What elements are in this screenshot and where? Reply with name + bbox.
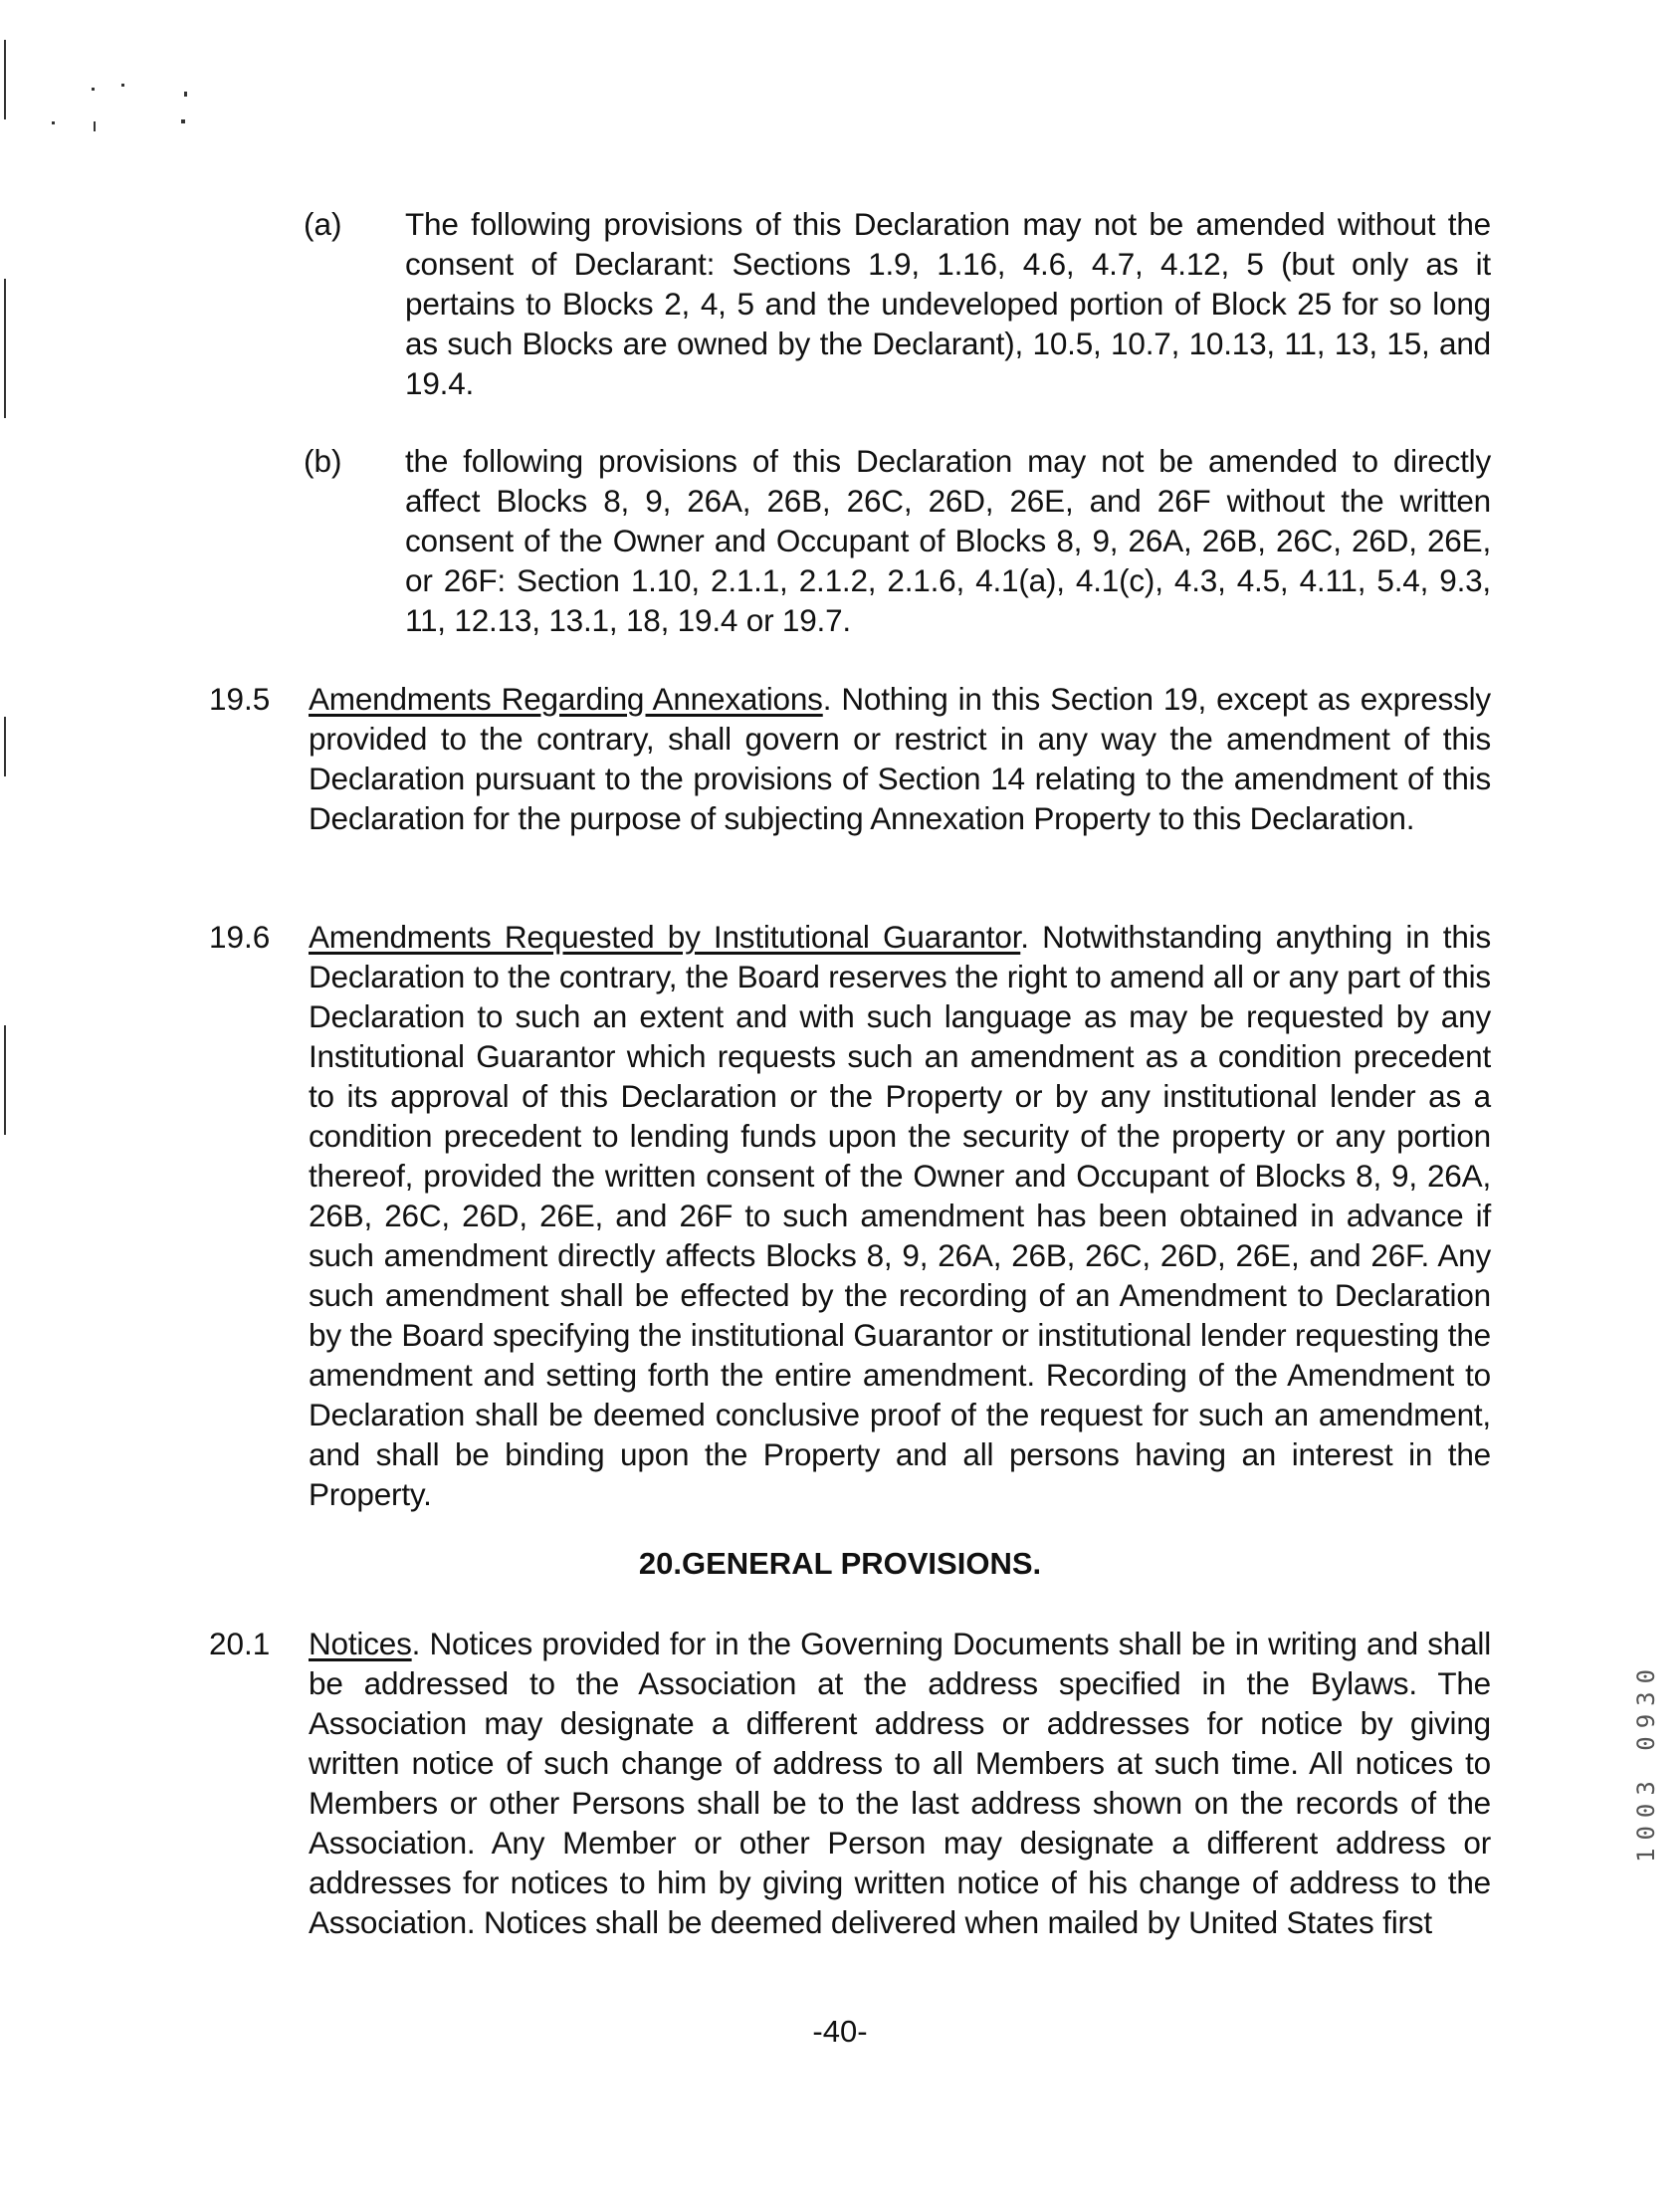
scan-mark — [181, 119, 185, 123]
section-text-19-5: . Nothing in this Section 19, except as expressly provided to the contrary, shall govern or restrict in any way the amendment of this Declaration pursuant to the provisions of Section 14 relating to the amendment of this Declaration for the purpose of subjecting Annexation Property to this Declaration. — [309, 681, 1491, 836]
section-19-6 — [309, 917, 1491, 1514]
scan-mark — [4, 717, 6, 776]
scan-mark — [184, 92, 187, 97]
subsection-text-a: The following provisions of this Declaration may not be amended without the consent of Declarant: Sections 1.9, 1.16, 4.6, 4.7, 4.12, 5 (but only as it pertains to Blocks 2, 4, 5 and the undeveloped portion of Block 25 for so long as such Blocks are owned by the Declarant), 10.5, 10.7, 10.13, 11, 13, 15, and 19.4. — [405, 206, 1491, 401]
scan-mark — [52, 121, 55, 124]
scan-mark — [4, 40, 6, 119]
section-number-19-6: 19.6 — [209, 919, 271, 955]
section-title-19-5: Amendments Regarding Annexations — [309, 681, 823, 717]
scan-mark — [4, 1025, 6, 1135]
section-heading-20: 20.GENERAL PROVISIONS. — [638, 1546, 1042, 1581]
section-number-19-5: 19.5 — [209, 681, 271, 717]
section-20-1 — [309, 1624, 1491, 1942]
section-text-19-6: . Notwithstanding anything in this Declaration to the contrary, the Board reserves the right to amend all or any part of this Declaration to such an extent and with such language as may be requested by any Institutional Guarantor which requests such an amendment as a condition precedent to its approval of this Declaration or the Property or by any institutional lender as a condition precedent to lending funds upon the security of the property or any portion thereof, provided the written consent of the Owner and Occupant of Blocks 8, 9, 26A, 26B, 26C, 26D, 26E, and 26F to such amendment has been obtained in advance if such amendment directly affects Blocks 8, 9, 26A, 26B, 26C, 26D, 26E, and 26F. Any such amendment shall be effected by the recording of an Amendment to Declaration by the Board specifying the institutional Guarantor or institutional lender requesting the amendment and setting forth the entire amendment. Recording of the Amendment to Declaration shall be deemed conclusive proof of the request for such an amendment, and shall be binding upon the Property and all persons having an interest in the Property. — [309, 919, 1492, 1512]
scan-mark — [121, 84, 124, 87]
subsection-text-b: the following provisions of this Declaration may not be amended to directly affect Blocks 8, 9, 26A, 26B, 26C, 26D, 26E, and 26F without the written consent of the Owner and Occupant of Blocks 8, 9, 26A, 26B, 26C, 26D, 26E, or 26F: Section 1.10, 2.1.1, 2.1.2, 2.1.6, 4.1(a), 4.1(c), 4.3, 4.5, 4.11, 5.4, 9.3, 11, 12.13, 13.1, 18, 19.4 or 19.7. — [405, 443, 1491, 638]
scan-mark — [94, 121, 96, 131]
scan-mark — [4, 279, 6, 418]
section-title-19-6: Amendments Requested by Institutional Guarantor — [309, 919, 1021, 955]
page-number: -40- — [812, 2014, 868, 2049]
subsection-label-a: (a) — [304, 206, 342, 242]
section-number-20-1: 20.1 — [209, 1626, 271, 1661]
subsection-label-b: (b) — [304, 443, 342, 479]
scan-mark — [92, 88, 95, 91]
margin-stamp: 1003 0930 — [1632, 1660, 1660, 1863]
section-text-20-1: . Notices provided for in the Governing Documents shall be in writing and shall be addressed to the Association at the address specified in the Bylaws. The Association may designate a different address or addresses for notice by giving written notice of such change of address to all Members at such time. All notices to Members or other Persons shall be to the last address shown on the records of the Association. Any Member or other Person may designate a different address or addresses for notices to him by giving written notice of his change of address to the Association. Notices shall be deemed delivered when mailed by United States first — [309, 1626, 1491, 1940]
section-title-20-1: Notices — [309, 1626, 412, 1661]
section-19-5 — [309, 679, 1491, 838]
